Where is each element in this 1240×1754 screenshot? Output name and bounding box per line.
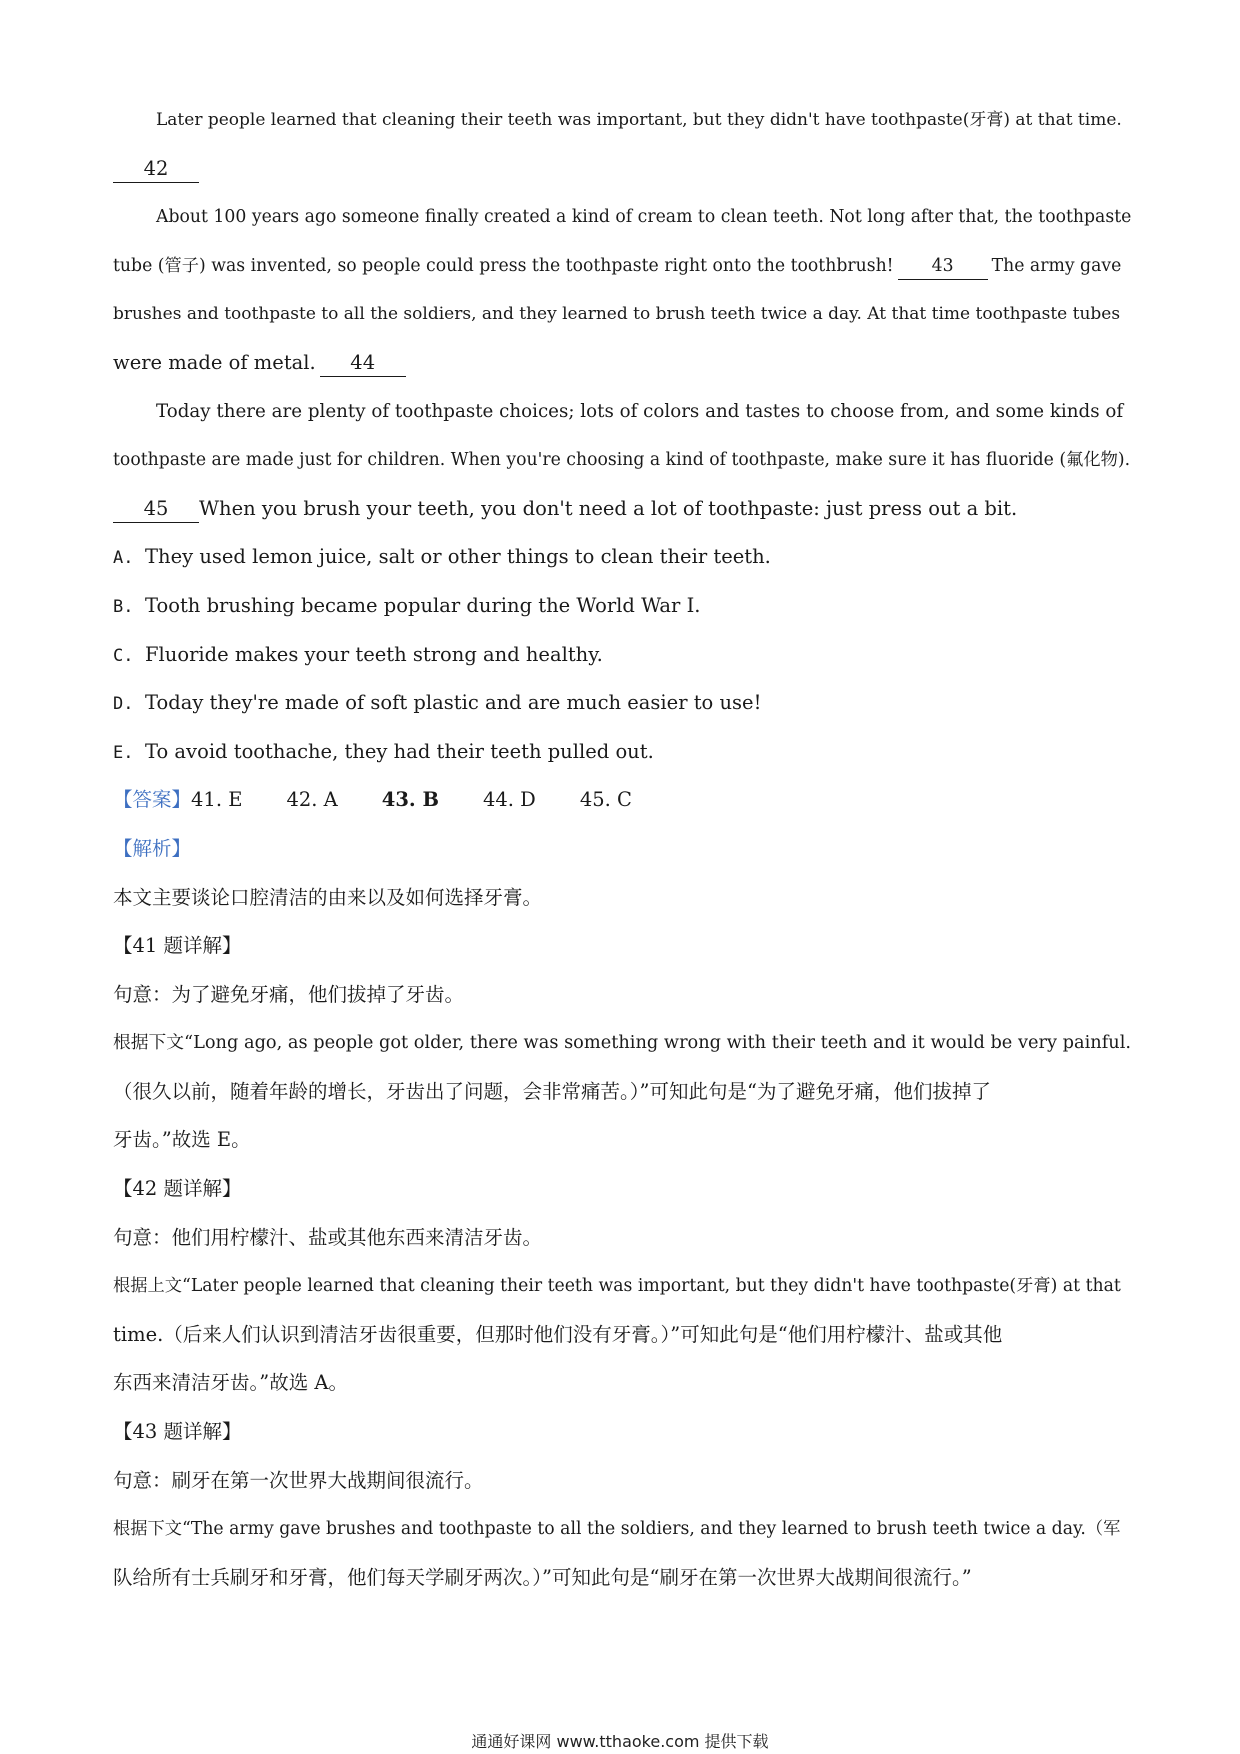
answer-item: 44. D <box>482 788 536 812</box>
answer-item: 43. B <box>381 788 439 812</box>
footer-watermark: 通通好课网 www.tthaoke.com 提供下载 <box>471 1732 769 1751</box>
passage-paragraph-line <box>113 290 1133 339</box>
q41-explanation <box>113 1068 1133 1117</box>
heading-text: 【41 题详解】 <box>113 934 242 958</box>
option-text: They used lemon juice, salt or other things to clean their teeth. <box>145 545 771 569</box>
passage-text: The army gave <box>991 255 1122 276</box>
answer-item: 45. C <box>579 788 632 812</box>
option-text: To avoid toothache, they had their teeth pulled out. <box>145 739 654 763</box>
q41-heading <box>113 922 1133 971</box>
passage-text: Today there are plenty of toothpaste choices; lots of colors and tastes to choose from, and some kinds of <box>156 400 1124 422</box>
option-letter: C. <box>113 645 134 666</box>
meaning-text: 句意：为了避免牙痛，他们拔掉了牙齿。 <box>113 982 465 1006</box>
q43-heading <box>113 1408 1133 1457</box>
option-e <box>113 728 1133 777</box>
passage-paragraph-line <box>113 96 1133 145</box>
explanation-text: 东西来清洁牙齿。”故选 A。 <box>113 1371 348 1395</box>
option-d <box>113 679 1133 728</box>
q43-explanation <box>113 1505 1133 1554</box>
answer-row <box>113 776 1133 825</box>
analysis-summary <box>113 874 1133 923</box>
passage-paragraph-line <box>113 242 1133 291</box>
q43-explanation <box>113 1554 1133 1603</box>
explanation-text: 根据下文“The army gave brushes and toothpaste to all the soldiers, and they learned to brush teeth twice a day.（军 <box>113 1519 1121 1540</box>
option-letter: A. <box>113 548 134 569</box>
answer-label: 【答案】 <box>113 788 192 812</box>
blank-45: 45 <box>113 496 199 523</box>
passage-text: When you brush your teeth, you don't need a lot of toothpaste: just press out a bit. <box>199 496 1018 520</box>
q41-meaning <box>113 971 1133 1020</box>
option-c <box>113 631 1133 680</box>
passage-text: About 100 years ago someone finally created a kind of cream to clean teeth. Not long after that, the toothpaste <box>156 207 1132 228</box>
summary-text: 本文主要谈论口腔清洁的由来以及如何选择牙膏。 <box>113 885 543 909</box>
q41-explanation <box>113 1116 1133 1165</box>
explanation-text: 牙齿。”故选 E。 <box>113 1128 251 1152</box>
q42-explanation <box>113 1359 1133 1408</box>
document-page <box>113 96 1133 1602</box>
answer-item: 41. E <box>191 788 243 812</box>
explanation-text: time.（后来人们认识到清洁牙齿很重要，但那时他们没有牙膏。）”可知此句是“他们用柠檬汁、盐或其他 <box>113 1322 1003 1346</box>
option-a <box>113 533 1133 582</box>
option-letter: B. <box>113 596 134 617</box>
meaning-text: 句意：他们用柠檬汁、盐或其他东西来清洁牙齿。 <box>113 1225 543 1249</box>
analysis-heading: 【解析】 <box>113 836 192 860</box>
passage-text: toothpaste are made just for children. When you're choosing a kind of toothpaste, make sure it has fluoride (氟化物). <box>113 450 1131 471</box>
heading-text: 【43 题详解】 <box>113 1420 242 1444</box>
q42-meaning <box>113 1214 1133 1263</box>
q43-meaning <box>113 1457 1133 1506</box>
passage-paragraph-line <box>113 485 1133 534</box>
option-b <box>113 582 1133 631</box>
meaning-text: 句意：刷牙在第一次世界大战期间很流行。 <box>113 1468 484 1492</box>
option-text: Today they're made of soft plastic and are much easier to use! <box>145 691 762 715</box>
option-text: Fluoride makes your teeth strong and healthy. <box>145 642 603 666</box>
q42-heading <box>113 1165 1133 1214</box>
passage-paragraph-line <box>113 436 1133 485</box>
passage-text: were made of metal. <box>113 350 316 374</box>
passage-text: tube (管子) was invented, so people could press the toothpaste right onto the toothbrush! <box>113 255 894 276</box>
heading-text: 【42 题详解】 <box>113 1177 242 1201</box>
option-letter: E. <box>113 742 134 763</box>
q42-explanation <box>113 1262 1133 1311</box>
q41-explanation <box>113 1019 1133 1068</box>
passage-paragraph-line <box>113 145 1133 194</box>
passage-paragraph-line <box>113 388 1133 437</box>
q42-explanation <box>113 1311 1133 1360</box>
explanation-text: （很久以前，随着年龄的增长，牙齿出了问题，会非常痛苦。）”可知此句是“为了避免牙痛，他们拔掉了 <box>113 1079 991 1103</box>
option-letter: D. <box>113 694 134 715</box>
passage-paragraph-line <box>113 339 1133 388</box>
passage-text: brushes and toothpaste to all the soldiers, and they learned to brush teeth twice a day. At that time toothpaste tubes <box>113 304 1121 325</box>
passage-paragraph-line <box>113 193 1133 242</box>
analysis-label <box>113 825 1133 874</box>
explanation-text: 根据下文“Long ago, as people got older, there was something wrong with their teeth and it would be very painful. <box>113 1033 1132 1054</box>
answer-item: 42. A <box>286 788 338 812</box>
explanation-text: 根据上文“Later people learned that cleaning their teeth was important, but they didn't have toothpaste(牙膏) at that <box>113 1276 1121 1297</box>
passage-text: Later people learned that cleaning their teeth was important, but they didn't have toothpaste(牙膏) at that time. <box>156 110 1122 130</box>
explanation-text: 队给所有士兵刷牙和牙膏，他们每天学刷牙两次。）”可知此句是“刷牙在第一次世界大战期间很流行。” <box>113 1565 972 1589</box>
option-text: Tooth brushing became popular during the World War I. <box>145 593 701 617</box>
blank-43: 43 <box>898 253 988 280</box>
blank-44: 44 <box>320 350 406 377</box>
blank-42: 42 <box>113 156 199 183</box>
